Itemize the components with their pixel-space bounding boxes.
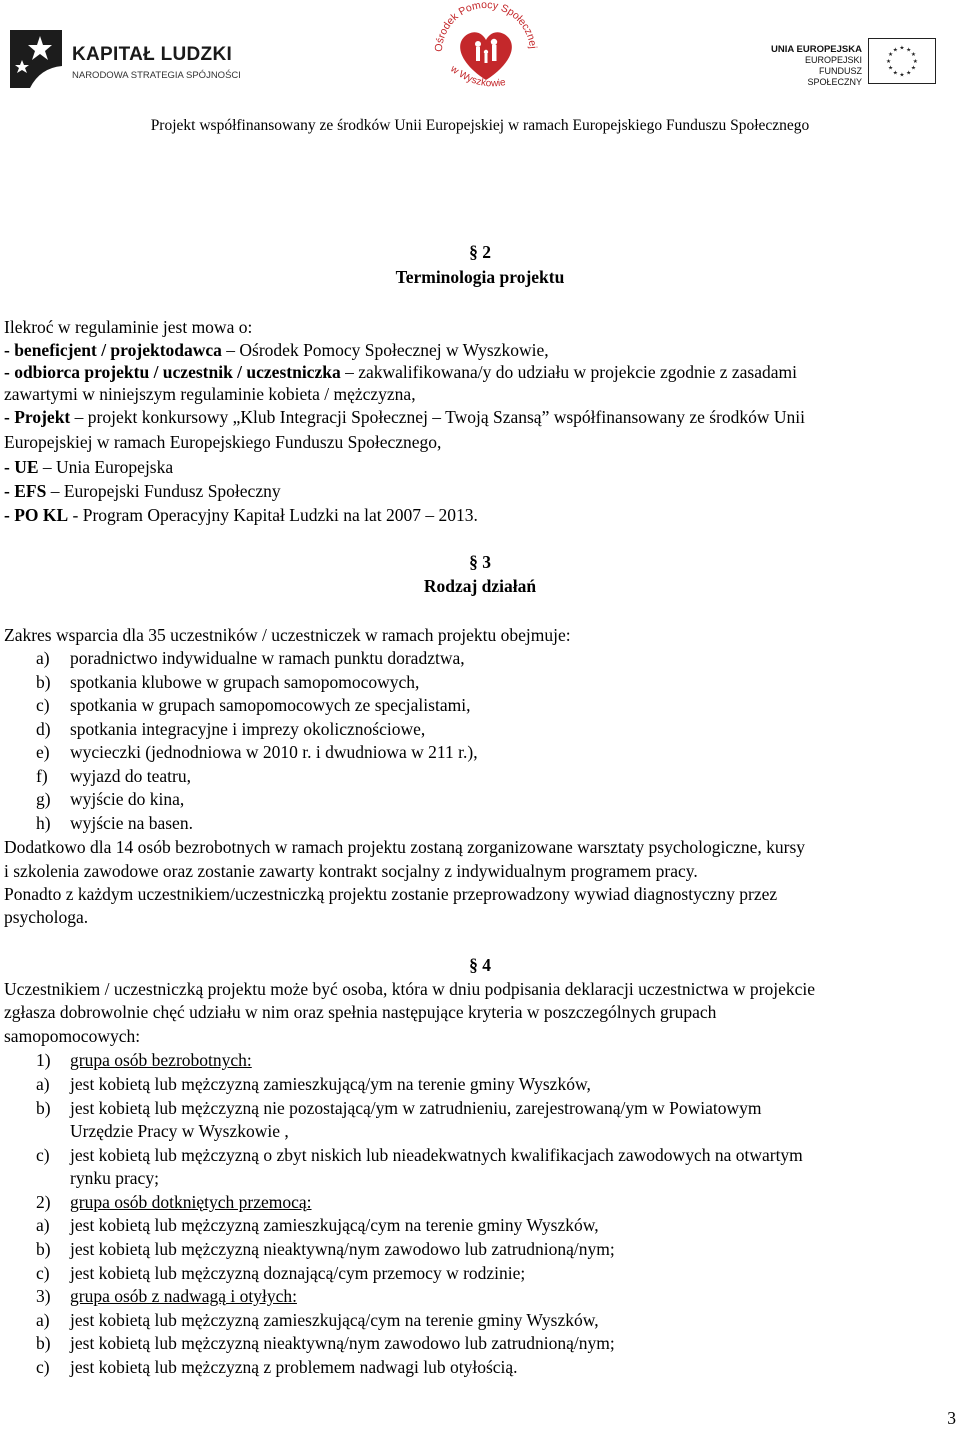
support-activity-item [36, 813, 193, 833]
term-label: - odbiorca projektu / uczestnik / uczestniczka [4, 362, 341, 382]
section4-intro-line3: samopomocowych: [4, 1026, 141, 1046]
section-number: 2 [482, 242, 491, 262]
section3-intro: Zakres wsparcia dla 35 uczestników / uczestniczek w ramach projektu obejmuje: [4, 625, 571, 645]
group3-item-b [36, 1333, 615, 1353]
item-text: spotkania klubowe w grupach samopomocowych, [70, 672, 420, 692]
item-letter: b) [36, 1239, 51, 1259]
term-definition: – Unia Europejska [38, 457, 174, 477]
item-text: jest kobietą lub mężczyzną o zbyt niskich lub nieadekwatnych kwalifikacjach zawodowych na otwartym [70, 1145, 803, 1165]
svg-text:★: ★ [892, 70, 898, 77]
term-label: - UE [4, 457, 39, 477]
term-label: - beneficjent / projektodawca [4, 340, 222, 360]
item-letter: d) [36, 719, 51, 739]
item-letter: c) [36, 695, 50, 715]
support-activity-item [36, 719, 426, 739]
eu-flag-icon [868, 38, 936, 84]
svg-text:★: ★ [887, 65, 894, 72]
term-ue [4, 457, 173, 477]
group3-heading [36, 1286, 297, 1306]
group3-item-a [36, 1310, 599, 1330]
item-text: jest kobietą lub mężczyzną zamieszkującą/ym na terenie gminy Wyszków, [70, 1074, 591, 1094]
term-beneficjent [4, 340, 549, 360]
group1-item-c [36, 1145, 803, 1165]
section-symbol: § [469, 955, 478, 975]
page-number: 3 [947, 1408, 956, 1428]
group3-item-c [36, 1357, 518, 1377]
svg-text:★: ★ [892, 47, 898, 54]
ue-line2: EUROPEJSKI [804, 55, 862, 65]
group1-item-b [36, 1098, 762, 1118]
term-odbiorca [4, 362, 797, 382]
cofinancing-caption: Projekt współfinansowany ze środków Unii Europejskiej w ramach Europejskiego Funduszu Społecznego [150, 117, 810, 134]
term-efs [4, 481, 281, 501]
kapital-ludzki-subtitle: NARODOWA STRATEGIA SPÓJNOŚCI [72, 70, 241, 81]
group2-heading [36, 1192, 312, 1212]
item-letter: h) [36, 813, 51, 833]
term-definition: – zakwalifikowana/y do udziału w projekcie zgodnie z zasadami [340, 362, 798, 382]
group-number: 2) [36, 1192, 51, 1212]
ops-wyszkow-logo [428, 0, 544, 100]
group1-item-a [36, 1074, 591, 1094]
term-pokl [4, 505, 478, 525]
ops-arc-bottom-text: w Wyszkowie [448, 63, 507, 90]
term-label: - Projekt [4, 407, 71, 427]
section2-heading: Terminologia projektu [395, 267, 565, 287]
support-activity-item [36, 766, 191, 786]
section4-intro-line2: zgłasza dobrowolnie chęć udziału w nim oraz spełnia następujące kryteria w poszczególnych grupach [4, 1002, 717, 1022]
item-text: jest kobietą lub mężczyzną zamieszkującą/cym na terenie gminy Wyszków, [70, 1215, 599, 1235]
section3-heading: Rodzaj działań [423, 576, 537, 596]
group2-item-b [36, 1239, 615, 1259]
group1-item-c-cont: rynku pracy; [70, 1168, 159, 1188]
svg-text:★: ★ [886, 58, 892, 65]
term-label: - EFS [4, 481, 47, 501]
ops-heart-family-icon [428, 0, 544, 100]
group-title: grupa osób z nadwagą i otyłych: [70, 1286, 297, 1306]
support-activity-item [36, 695, 471, 715]
term-projekt-cont: Europejskiej w ramach Europejskiego Funduszu Społecznego, [4, 432, 442, 452]
kapital-ludzki-logo [10, 30, 241, 90]
term-definition: – Ośrodek Pomocy Społecznej w Wyszkowie, [221, 340, 549, 360]
item-text: wyjście do kina, [70, 789, 185, 809]
section4-number [0, 955, 960, 975]
section3-number [0, 552, 960, 572]
section4-intro-line1: Uczestnikiem / uczestniczką projektu może być osoba, która w dniu podpisania deklaracji uczestnictwa w projekcie [4, 979, 816, 999]
section3-para1-line1: Dodatkowo dla 14 osób bezrobotnych w ramach projektu zostaną zorganizowane warsztaty psychologiczne, kursy [4, 837, 806, 857]
svg-text:★: ★ [910, 52, 917, 59]
group1-item-b-cont: Urzędzie Pracy w Wyszkowie , [70, 1121, 289, 1141]
item-letter: a) [36, 1215, 50, 1235]
group2-item-c [36, 1263, 526, 1283]
item-text: wyjście na basen. [70, 813, 193, 833]
group-title: grupa osób bezrobotnych: [70, 1050, 252, 1070]
svg-text:★: ★ [912, 58, 918, 65]
item-letter: f) [36, 766, 48, 786]
group1-heading [36, 1050, 252, 1070]
item-text: spotkania w grupach samopomocowych ze specjalistami, [70, 695, 471, 715]
svg-text:★: ★ [906, 47, 912, 54]
item-letter: c) [36, 1357, 50, 1377]
support-activity-item [36, 672, 420, 692]
item-text: jest kobietą lub mężczyzną nieaktywną/nym zawodowo lub zatrudnioną/nym; [70, 1239, 615, 1259]
support-activity-item [36, 789, 185, 809]
ue-line3: FUNDUSZ SPOŁECZNY [807, 66, 862, 87]
group2-item-a [36, 1215, 599, 1235]
svg-text:★: ★ [887, 52, 894, 59]
item-letter: b) [36, 672, 51, 692]
term-odbiorca-cont: zawartymi w niniejszym regulaminie kobieta / mężczyzna, [4, 384, 416, 404]
kapital-ludzki-title: KAPITAŁ LUDZKI [72, 44, 233, 65]
item-text: jest kobietą lub mężczyzną nieaktywną/nym zawodowo lub zatrudnioną/nym; [70, 1333, 615, 1353]
item-text: spotkania integracyjne i imprezy okolicznościowe, [70, 719, 426, 739]
item-letter: a) [36, 1310, 50, 1330]
section3-para2-line1: Ponadto z każdym uczestnikiem/uczestniczką projektu zostanie przeprowadzony wywiad diagnostyczny przez [4, 884, 778, 904]
svg-text:★: ★ [899, 72, 905, 79]
svg-text:★: ★ [910, 65, 917, 72]
section-symbol: § [469, 242, 478, 262]
page-header [0, 0, 960, 140]
item-text: jest kobietą lub mężczyzną doznającą/cym przemocy w rodzinie; [70, 1263, 526, 1283]
term-definition: - Program Operacyjny Kapitał Ludzki na lat 2007 – 2013. [68, 505, 478, 525]
item-text: wyjazd do teatru, [70, 766, 191, 786]
group-number: 1) [36, 1050, 51, 1070]
item-letter: b) [36, 1098, 51, 1118]
group-number: 3) [36, 1286, 51, 1306]
item-text: poradnictwo indywidualne w ramach punktu doradztwa, [70, 648, 465, 668]
item-letter: c) [36, 1145, 50, 1165]
term-definition: – Europejski Fundusz Społeczny [46, 481, 281, 501]
term-projekt [4, 407, 805, 427]
ops-arc-top-text: Ośrodek Pomocy Społecznej [432, 0, 539, 53]
section2-intro: Ilekroć w regulaminie jest mowa o: [4, 317, 253, 337]
item-letter: b) [36, 1333, 51, 1353]
svg-text:★: ★ [899, 45, 905, 52]
ue-line1: UNIA EUROPEJSKA [771, 44, 862, 55]
group-title: grupa osób dotkniętych przemocą: [70, 1192, 312, 1212]
item-letter: a) [36, 648, 50, 668]
section2-number [0, 242, 960, 262]
item-letter: e) [36, 742, 50, 762]
svg-text:★: ★ [906, 70, 912, 77]
support-activity-item [36, 742, 478, 762]
kapital-ludzki-star-icon [10, 30, 62, 88]
item-letter: g) [36, 789, 51, 809]
ue-logo-text [770, 44, 862, 88]
section-symbol: § [469, 552, 478, 572]
item-letter: c) [36, 1263, 50, 1283]
item-letter: a) [36, 1074, 50, 1094]
item-text: wycieczki (jednodniowa w 2010 r. i dwudniowa w 211 r.), [70, 742, 478, 762]
term-label: - PO KL [4, 505, 69, 525]
item-text: jest kobietą lub mężczyzną zamieszkującą/cym na terenie gminy Wyszków, [70, 1310, 599, 1330]
section-number: 3 [482, 552, 491, 572]
support-activity-item [36, 648, 465, 668]
section-number: 4 [482, 955, 491, 975]
unia-europejska-logo [770, 38, 940, 88]
term-definition: – projekt konkursowy „Klub Integracji Społecznej – Twoją Szansą” współfinansowany ze środków Unii [70, 407, 805, 427]
section3-para1-line2: i szkolenia zawodowe oraz zostanie zawarty kontrakt socjalny z indywidualnym programem pracy. [4, 861, 698, 881]
item-text: jest kobietą lub mężczyzną z problemem nadwagi lub otyłością. [70, 1357, 518, 1377]
item-text: jest kobietą lub mężczyzną nie pozostającą/ym w zatrudnieniu, zarejestrowaną/ym w Powiatowym [70, 1098, 762, 1118]
section3-para2-line2: psychologa. [4, 907, 89, 927]
